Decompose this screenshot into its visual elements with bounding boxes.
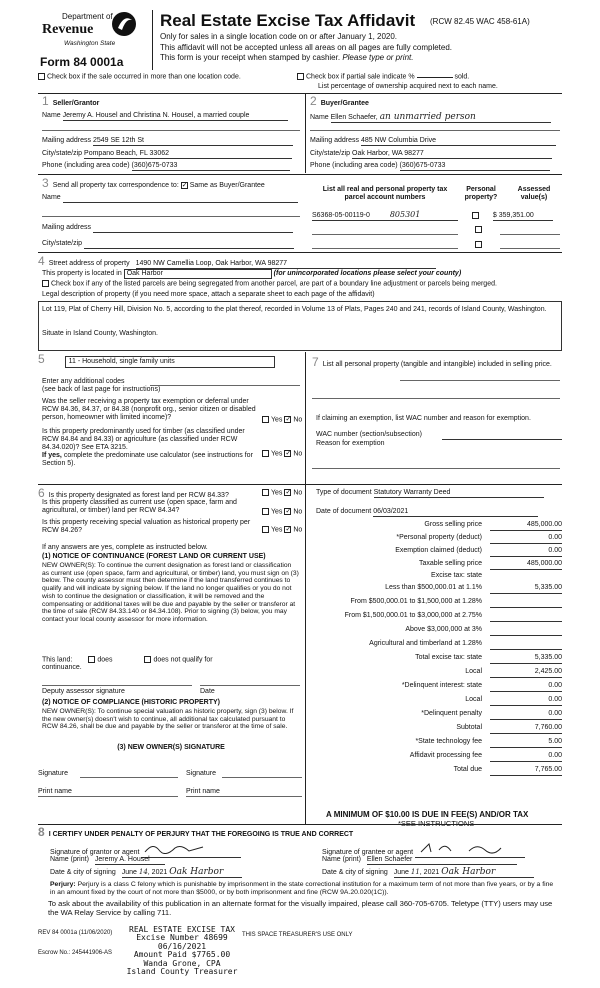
header-divider <box>152 10 153 70</box>
sig-line-1 <box>80 777 178 778</box>
certify-heading: 8 I CERTIFY UNDER PENALTY OF PERJURY THAT THE FOREGOING IS TRUE AND CORRECT <box>38 825 354 839</box>
tax-row <box>310 654 562 666</box>
dept-line1: Department of <box>62 12 113 21</box>
grantee-city: Oak Harbor <box>441 867 496 877</box>
tax-row-label: *State technology fee <box>415 738 482 745</box>
uninc-note: (for unincorporated locations please select your county) <box>273 270 462 277</box>
buyer-city-row: City/state/zip Oak Harbor, WA 98277 <box>310 150 552 159</box>
tax-row <box>310 752 562 764</box>
new-owner-heading: (3) NEW OWNER(S) SIGNATURE <box>117 744 225 751</box>
tax-row-value[interactable]: 7,760.00 <box>490 724 562 734</box>
use-q1-answers: Yes ✓ No <box>262 416 302 424</box>
legal-text-2: Situate in Island County, Washington. <box>42 330 158 338</box>
legal-label: Legal description of property (if you need more space, attach a separate sheet to each page of the affidavit) <box>42 291 375 298</box>
grantee-name-field[interactable]: Ellen Schaefer <box>367 856 517 865</box>
corr-mail-row: Mailing address <box>42 224 293 233</box>
forest-q3-yes[interactable] <box>262 526 269 533</box>
assessed-value-field[interactable]: $ 359,351.00 <box>493 212 553 221</box>
tax-row-value[interactable] <box>490 572 562 582</box>
exempt-text: If claiming an exemption, list WAC number and reason for exemption. <box>316 415 531 422</box>
buyer-name-row: Name Ellen Schaefer, an unmarried person <box>310 112 560 123</box>
section8-rule <box>38 824 562 825</box>
signature-label-2: Signature <box>186 770 216 777</box>
tax-row-label: Total excise tax: state <box>415 654 482 661</box>
signature-label-1: Signature <box>38 770 68 777</box>
legal-text: Lot 119, Plat of Cherry Hill, Division No. 5, according to the plat thereof, recorded in Volume 13 of Plats, Pages 240 and 241, records of Island County, Washington. <box>42 306 547 313</box>
tax-row-label: Taxable selling price <box>418 560 482 567</box>
personal-col-header: Personal property? <box>464 186 498 202</box>
grantee-signature-scribble <box>415 842 515 854</box>
treasurer-use: THIS SPACE TREASURER'S USE ONLY <box>242 932 353 938</box>
tax-row <box>310 534 562 546</box>
tax-row-label: Exemption claimed (deduct) <box>395 547 482 554</box>
forest-q2-no[interactable] <box>284 508 291 515</box>
tax-row-label: Local <box>465 696 482 703</box>
grantee-day: 11 <box>410 868 420 876</box>
forest-q1-answers: Yes ✓ No <box>262 489 302 497</box>
this-land-row: This land: does does not qualify for continuance. <box>42 656 213 672</box>
accessibility-text: To ask about the availability of this publication in an alternate format for the visually impaired, please call 360-705-6705. Teletype (TTY) users may use the WA Relay Service by calling 711. <box>48 899 553 917</box>
tax-row-label: *Delinquent interest: state <box>401 682 482 689</box>
tax-row-label: Total due <box>453 766 482 773</box>
tax-row-value[interactable]: 0.00 <box>490 710 562 720</box>
tax-row-value[interactable]: 5,335.00 <box>490 584 562 594</box>
use-q2-yes[interactable] <box>262 450 269 457</box>
print-line-2 <box>186 796 302 797</box>
parcel-handwritten: 805301 <box>389 210 421 219</box>
parcel-row-1 <box>312 210 562 221</box>
tax-row <box>310 584 562 596</box>
seller-blank-line <box>42 130 300 131</box>
buyer-heading: 2 Buyer/Grantee <box>310 94 369 108</box>
section4-rule <box>38 252 562 253</box>
wac-field[interactable] <box>442 431 562 440</box>
same-as-buyer-checkbox[interactable] <box>181 182 188 189</box>
grantor-day: 14 <box>138 868 148 876</box>
continuance-heading: (1) NOTICE OF CONTINUANCE (FOREST LAND OR CURRENT USE) <box>42 553 266 560</box>
grantee-date-field[interactable]: June 11, 2021 Oak Harbor <box>394 867 534 878</box>
treasurer-stamp <box>122 926 242 976</box>
grantor-date-field[interactable]: June 14, 2021 Oak Harbor <box>122 867 242 878</box>
parcel-number-field[interactable]: S6368-05-00119-0 805301 <box>312 210 458 221</box>
use-q2-no[interactable] <box>284 450 291 457</box>
buyer-phone-row: Phone (including area code) (360)675-0733 <box>310 162 550 171</box>
buyer-name-field[interactable]: Ellen Schaefer, an unmarried person <box>331 112 551 123</box>
stamp-line-4: Amount Paid $7765.00 <box>133 950 231 960</box>
forest-q2: Is this property classified as current use (open space, farm and agricultural, or timber) land per RCW 84.34? <box>42 499 237 515</box>
forest-q1-yes[interactable] <box>262 489 269 496</box>
legal-box[interactable] <box>38 301 562 351</box>
buyer-blank-line <box>310 130 560 131</box>
forest-any-yes: If any answers are yes, complete as instructed below. <box>42 544 208 551</box>
corr-city-row: City/state/zip <box>42 240 294 249</box>
segregated-checkbox[interactable] <box>42 280 49 287</box>
doc-date-field[interactable]: 06/03/2021 <box>373 508 538 517</box>
forest-q1: 6 Is this property designated as forest land per RCW 84.33? <box>38 486 229 500</box>
seller-mail-row: Mailing address 2549 SE 12th St <box>42 137 293 146</box>
form-citation: (RCW 82.45 WAC 458-61A) <box>430 17 530 26</box>
partial-sale-sub: List percentage of ownership acquired next to each name. <box>318 83 498 90</box>
reason-row: Reason for exemption <box>316 440 385 447</box>
form-number: Form 84 0001a <box>40 55 124 69</box>
street-field[interactable]: 1490 NW Camellia Loop, Oak Harbor, WA 98277 <box>136 260 436 269</box>
tax-row-value[interactable]: 0.00 <box>490 682 562 692</box>
partial-sale-checkbox[interactable] <box>297 73 304 80</box>
located-select[interactable]: Oak Harbor <box>124 269 272 279</box>
tax-row <box>310 572 562 584</box>
deputy-date-line <box>200 685 300 686</box>
seller-heading: 1 Seller/Grantor <box>42 94 100 108</box>
forest-q1-no[interactable] <box>284 489 291 496</box>
deputy-date-label: Date <box>200 688 215 695</box>
multi-location-checkbox[interactable] <box>38 73 45 80</box>
street-row: 4 Street address of property 1490 NW Camellia Loop, Oak Harbor, WA 98277 <box>38 255 436 269</box>
deputy-sig-line <box>42 685 192 686</box>
header-note1: Only for sales in a single location code on or after January 1, 2020. <box>160 32 398 41</box>
tax-row-label: Affidavit processing fee <box>409 752 482 759</box>
tax-row <box>310 682 562 694</box>
forest-q2-answers: Yes ✓ No <box>262 508 302 516</box>
tax-row-value[interactable]: 0.00 <box>490 752 562 762</box>
tax-row-label: Excise tax: state <box>431 572 482 579</box>
tax-row <box>310 640 562 652</box>
parcel-col-header: List all real and personal property tax parcel account numbers <box>322 186 448 202</box>
print-name-label-2: Print name <box>186 788 220 795</box>
parcel-value-3-line <box>500 248 560 249</box>
segregated-row: Check box if any of the listed parcels are being segregated from another parcel, are part of a boundary line adjustment or parcels being merged. <box>42 280 562 288</box>
perjury-text: Perjury: Perjury is a class C felony which is punishable by imprisonment in the state correctional institution for a maximum term of not more than five years, or by a fine in an amount fixed by the court of not more than $5000, or by both imprisonment and fine (RCW 9A.20.020(1C)). <box>50 881 554 896</box>
tax-row <box>310 626 562 638</box>
does-not-qualify-checkbox[interactable] <box>144 656 151 663</box>
tax-row-label: From $500,000.01 to $1,500,000 at 1.28% <box>350 598 482 605</box>
compliance-heading: (2) NOTICE OF COMPLIANCE (HISTORIC PROPERTY) <box>42 699 220 706</box>
buyer-city-field[interactable]: Oak Harbor, WA 98277 <box>352 150 552 159</box>
stamp-line-5: Wanda Grone, CPA <box>143 958 221 968</box>
print-name-label-1: Print name <box>38 788 72 795</box>
tax-row <box>310 612 562 624</box>
buyer-mail-field[interactable]: 485 NW Columbia Drive <box>361 137 556 146</box>
seller-phone-row: Phone (including area code) (360)675-0733 <box>42 162 290 171</box>
minimum-notice: A MINIMUM OF $10.00 IS DUE IN FEE(S) AND/OR TAX <box>326 810 529 819</box>
use-q1: Was the seller receiving a property tax exemption or deferral under RCW 84.36, 84.37, or 84.38 (nonprofit org., senior citizen or disabled person, homeowner with limited income)? <box>42 398 256 422</box>
forest-q2-yes[interactable] <box>262 508 269 515</box>
reason-line <box>312 468 560 469</box>
tax-row-label: Subtotal <box>456 724 482 731</box>
section5-7-divider <box>305 352 306 484</box>
additional-codes: Enter any additional codes (see back of last page for instructions) <box>42 378 161 394</box>
corr-mail-field[interactable] <box>93 224 293 233</box>
seller-city-row: City/state/zip Pompano Beach, FL 33062 <box>42 150 292 159</box>
tax-row-value[interactable] <box>490 598 562 608</box>
tax-row-label: *Personal property (deduct) <box>396 534 482 541</box>
section1-2-divider <box>305 93 306 173</box>
use-q1-no[interactable] <box>284 416 291 423</box>
section6-rule <box>38 484 562 485</box>
correspondence-heading: 3 Send all property tax correspondence to: ✓ Same as Buyer/Grantee <box>42 177 265 191</box>
grantee-name-row: Name (print) Ellen Schaefer <box>322 856 517 865</box>
tax-row <box>310 724 562 736</box>
rev-number: REV 84 0001a (11/06/2020) <box>38 930 113 936</box>
multi-location-row: Check box if the sale occurred in more than one location code. <box>38 73 241 81</box>
forest-q3: Is this property receiving special valuation as historical property per RCW 84.26? <box>42 519 251 535</box>
does-qualify-checkbox[interactable] <box>88 656 95 663</box>
grantee-date-row: Date & city of signing June 11, 2021 Oak Harbor <box>322 867 534 878</box>
header-note2: This affidavit will not be accepted unless all areas on all pages are fully completed. <box>160 43 453 52</box>
doc-type-row: Type of document Statutory Warranty Deed <box>316 489 544 498</box>
grantor-date-row: Date & city of signing June 14, 2021 Oak Harbor <box>50 867 242 878</box>
section3-rule <box>38 174 562 175</box>
revenue-swirl-icon <box>110 10 138 38</box>
tax-row-label: Above $3,000,000 at 3% <box>405 626 482 633</box>
seller-phone-field[interactable]: (360)675-0733 <box>132 162 290 171</box>
tax-row-value[interactable]: 7,765.00 <box>490 766 562 776</box>
grantor-sig-row: Signature of grantor or agent <box>50 842 241 858</box>
stamp-line-3: 06/16/2021 <box>157 941 207 951</box>
tax-row-value[interactable]: 0.00 <box>490 696 562 706</box>
doc-type-field[interactable]: Statutory Warranty Deed <box>374 489 544 498</box>
use-q2-answers: Yes ✓ No <box>262 450 302 458</box>
forest-q3-no[interactable] <box>284 526 291 533</box>
header-note3: This form is your receipt when stamped by cashier. Please type or print. <box>160 53 414 62</box>
tax-row-label: Agricultural and timberland at 1.28% <box>369 640 482 647</box>
seller-name-field[interactable]: Jeremy A. Housel and Christina N. Housel, a married couple <box>63 112 288 121</box>
doc-date-row: Date of document 06/03/2021 <box>316 508 538 517</box>
tax-row <box>310 696 562 708</box>
continuance-text: NEW OWNER(S): To continue the current designation as forest land or classification as current use (open space, farm and agricultural, or timber) land, you must sign on (3) below. The county assessor must then determine if the land transferred continues to qualify and will indicate by signing below. If the land no longer qualifies or you do not wish to continue the designation or classification, it will be removed and the compensating or additional taxes will be due and payable by the seller or transferor at the time of sale (RCW 84.33.140 or 84.34.108). Prior to signing (3) below, you may contact your local county assessor for more information. <box>42 562 299 623</box>
tax-row-value[interactable] <box>490 626 562 636</box>
grantor-city: Oak Harbor <box>169 867 224 877</box>
seller-name-row: Name Jeremy A. Housel and Christina N. Housel, a married couple <box>42 112 300 121</box>
tax-row-value[interactable] <box>490 640 562 650</box>
stamp-line-6: Island County Treasurer <box>126 966 238 976</box>
section7-line1 <box>400 380 560 381</box>
tax-row <box>310 738 562 750</box>
corr-name-field[interactable] <box>63 194 298 203</box>
tax-row <box>310 766 562 778</box>
tax-row-label: Gross selling price <box>424 521 482 528</box>
escrow-number: Escrow No.: 245441906-AS <box>38 950 113 956</box>
tax-row <box>310 521 562 533</box>
use-q2: Is this property predominantly used for timber (as classified under RCW 84.84 and 84.33) or agriculture (as classified under RCW 84.34.020)? See ETA 3215. If yes, complete the predominate use calculator (see instructions for Section 5). <box>42 428 253 468</box>
use-code-select[interactable]: 11 - Household, single family units <box>65 356 275 368</box>
personal-checkbox-2[interactable] <box>475 226 482 233</box>
parcel-row-2-line <box>312 234 458 235</box>
grantor-signature-scribble <box>141 842 231 854</box>
tax-row-value[interactable] <box>490 612 562 622</box>
partial-sale-row: Check box if partial sale indicate % sold. <box>297 73 469 81</box>
section-top-rule <box>38 93 562 94</box>
personal-checkbox-3[interactable] <box>475 241 482 248</box>
deputy-label: Deputy assessor signature <box>42 688 125 695</box>
tax-row-label: From $1,500,000.01 to $3,000,000 at 2.75% <box>344 612 482 619</box>
buyer-name-handwritten: an unmarried person <box>379 112 476 122</box>
dept-line3: Washington State <box>64 40 116 47</box>
personal-checkbox-1[interactable] <box>472 212 479 219</box>
tax-row-value[interactable]: 485,000.00 <box>490 560 562 570</box>
section6-divider <box>305 484 306 824</box>
compliance-text: NEW OWNER(S): To continue special valuation as historic property, sign (3) below. If the new owner(s) doesn't wish to continue, all additional tax calculated pursuant to RCW 84.26, shall be due and payable by the seller or transferor at the time of sale. <box>42 708 294 731</box>
tax-row-value[interactable]: 2,425.00 <box>490 668 562 678</box>
tax-row-value[interactable]: 5.00 <box>490 738 562 748</box>
tax-row <box>310 560 562 572</box>
parcel-row-3-line <box>312 248 458 249</box>
print-line-1 <box>38 796 178 797</box>
tax-row-label: Less than $500,000.01 at 1.1% <box>385 584 482 591</box>
corr-blank-line <box>42 216 300 217</box>
grantor-name-field[interactable]: Jeremy A. Housel <box>95 856 165 865</box>
tax-row <box>310 668 562 680</box>
additional-codes-line <box>150 385 300 386</box>
grantor-name-row: Name (print) Jeremy A. Housel <box>50 856 165 865</box>
grantee-sig-row: Signature of grantee or agent <box>322 842 525 858</box>
wac-row: WAC number (section/subsection) <box>316 431 562 440</box>
dor-logo <box>42 8 142 54</box>
forest-q3-answers: Yes ✓ No <box>262 526 302 534</box>
buyer-mail-row: Mailing address 485 NW Columbia Drive <box>310 137 556 146</box>
tax-row-label: *Delinquent penalty <box>421 710 482 717</box>
stamp-line-2: Excise Number 48699 <box>136 933 228 943</box>
use-code-row: 5 11 - Household, single family units <box>38 353 275 368</box>
seller-mail-field[interactable]: 2549 SE 12th St <box>93 137 293 146</box>
tax-row <box>310 710 562 722</box>
located-row: This property is located in Oak Harbor (for unincorporated locations please select your county) <box>42 269 461 279</box>
section7-text: 7 List all personal property (tangible and intangible) included in selling price. <box>312 355 552 369</box>
stamp-line-1: REAL ESTATE EXCISE TAX <box>129 925 235 934</box>
tax-row-value[interactable]: 485,000.00 <box>490 521 562 531</box>
tax-row-value[interactable]: 0.00 <box>490 547 562 557</box>
tax-row <box>310 547 562 559</box>
form-title: Real Estate Excise Tax Affidavit <box>160 11 416 30</box>
dept-line2: Revenue <box>42 22 94 37</box>
tax-row <box>310 598 562 610</box>
tax-row-value[interactable]: 0.00 <box>490 534 562 544</box>
buyer-phone-field[interactable]: (360)675-0733 <box>400 162 550 171</box>
use-q1-yes[interactable] <box>262 416 269 423</box>
section7-line2 <box>312 398 560 399</box>
sig-line-2 <box>222 777 302 778</box>
seller-city-field[interactable]: Pompano Beach, FL 33062 <box>84 150 292 159</box>
tax-row-label: Local <box>465 668 482 675</box>
corr-city-field[interactable] <box>84 240 294 249</box>
parcel-value-2-line <box>500 234 560 235</box>
corr-name-row: Name <box>42 194 298 203</box>
assessed-col-header: Assessed value(s) <box>517 186 551 202</box>
tax-row-value[interactable]: 5,335.00 <box>490 654 562 664</box>
